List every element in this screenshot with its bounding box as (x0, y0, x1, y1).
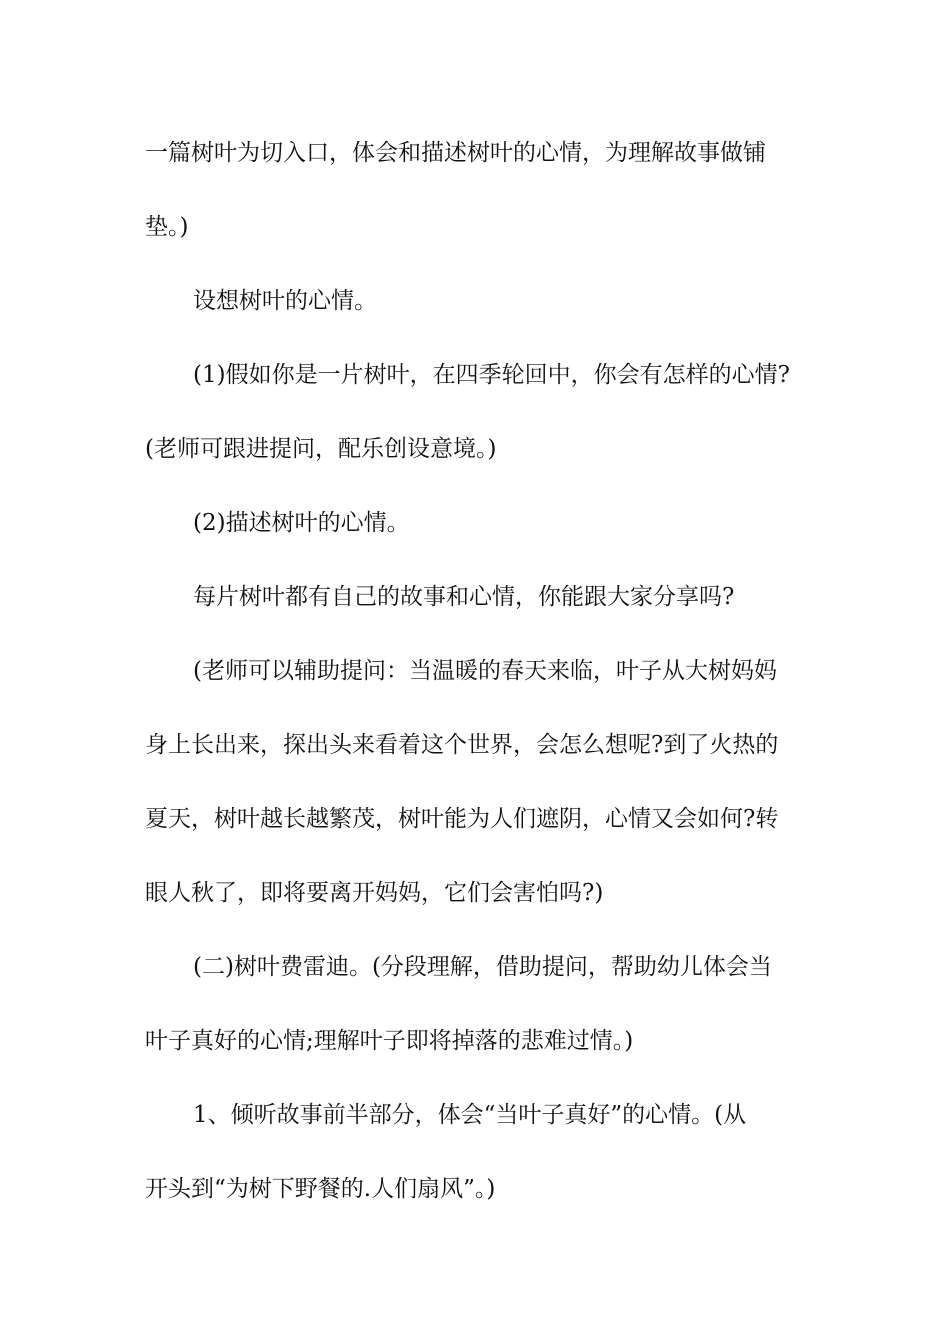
text-line-2: 垫。) (145, 214, 189, 240)
text-line-3: 设想树叶的心情。 (193, 288, 377, 314)
text-line-13: 叶子真好的心情;理解叶子即将掉落的悲难过情。) (145, 1028, 634, 1054)
text-line-15: 开头到“为树下野餐的.人们扇风”。) (145, 1176, 496, 1202)
text-line-9: 身上长出来，探出头来看着这个世界，会怎么想呢?到了火热的 (145, 732, 779, 758)
text-line-8: (老师可以辅助提问：当温暖的春天来临，叶子从大树妈妈 (193, 658, 777, 684)
text-line-7: 每片树叶都有自己的故事和心情，你能跟大家分享吗? (193, 584, 735, 610)
text-line-10: 夏天，树叶越长越繁茂，树叶能为人们遮阴，心情又会如何?转 (145, 806, 779, 832)
text-line-12: (二)树叶费雷迪。(分段理解，借助提问，帮助幼儿体会当 (193, 954, 772, 980)
text-line-1: 一篇树叶为切入口，体会和描述树叶的心情，为理解故事做铺 (145, 140, 766, 166)
text-line-5: (老师可跟进提问，配乐创设意境。) (145, 436, 497, 462)
text-line-11: 眼人秋了，即将要离开妈妈，它们会害怕吗?) (145, 880, 604, 906)
text-line-14: 1、倾听故事前半部分，体会“当叶子真好”的心情。(从 (193, 1102, 747, 1128)
text-line-4: (1)假如你是一片树叶，在四季轮回中，你会有怎样的心情? (193, 362, 790, 388)
text-line-6: (2)描述树叶的心情。 (193, 510, 410, 536)
